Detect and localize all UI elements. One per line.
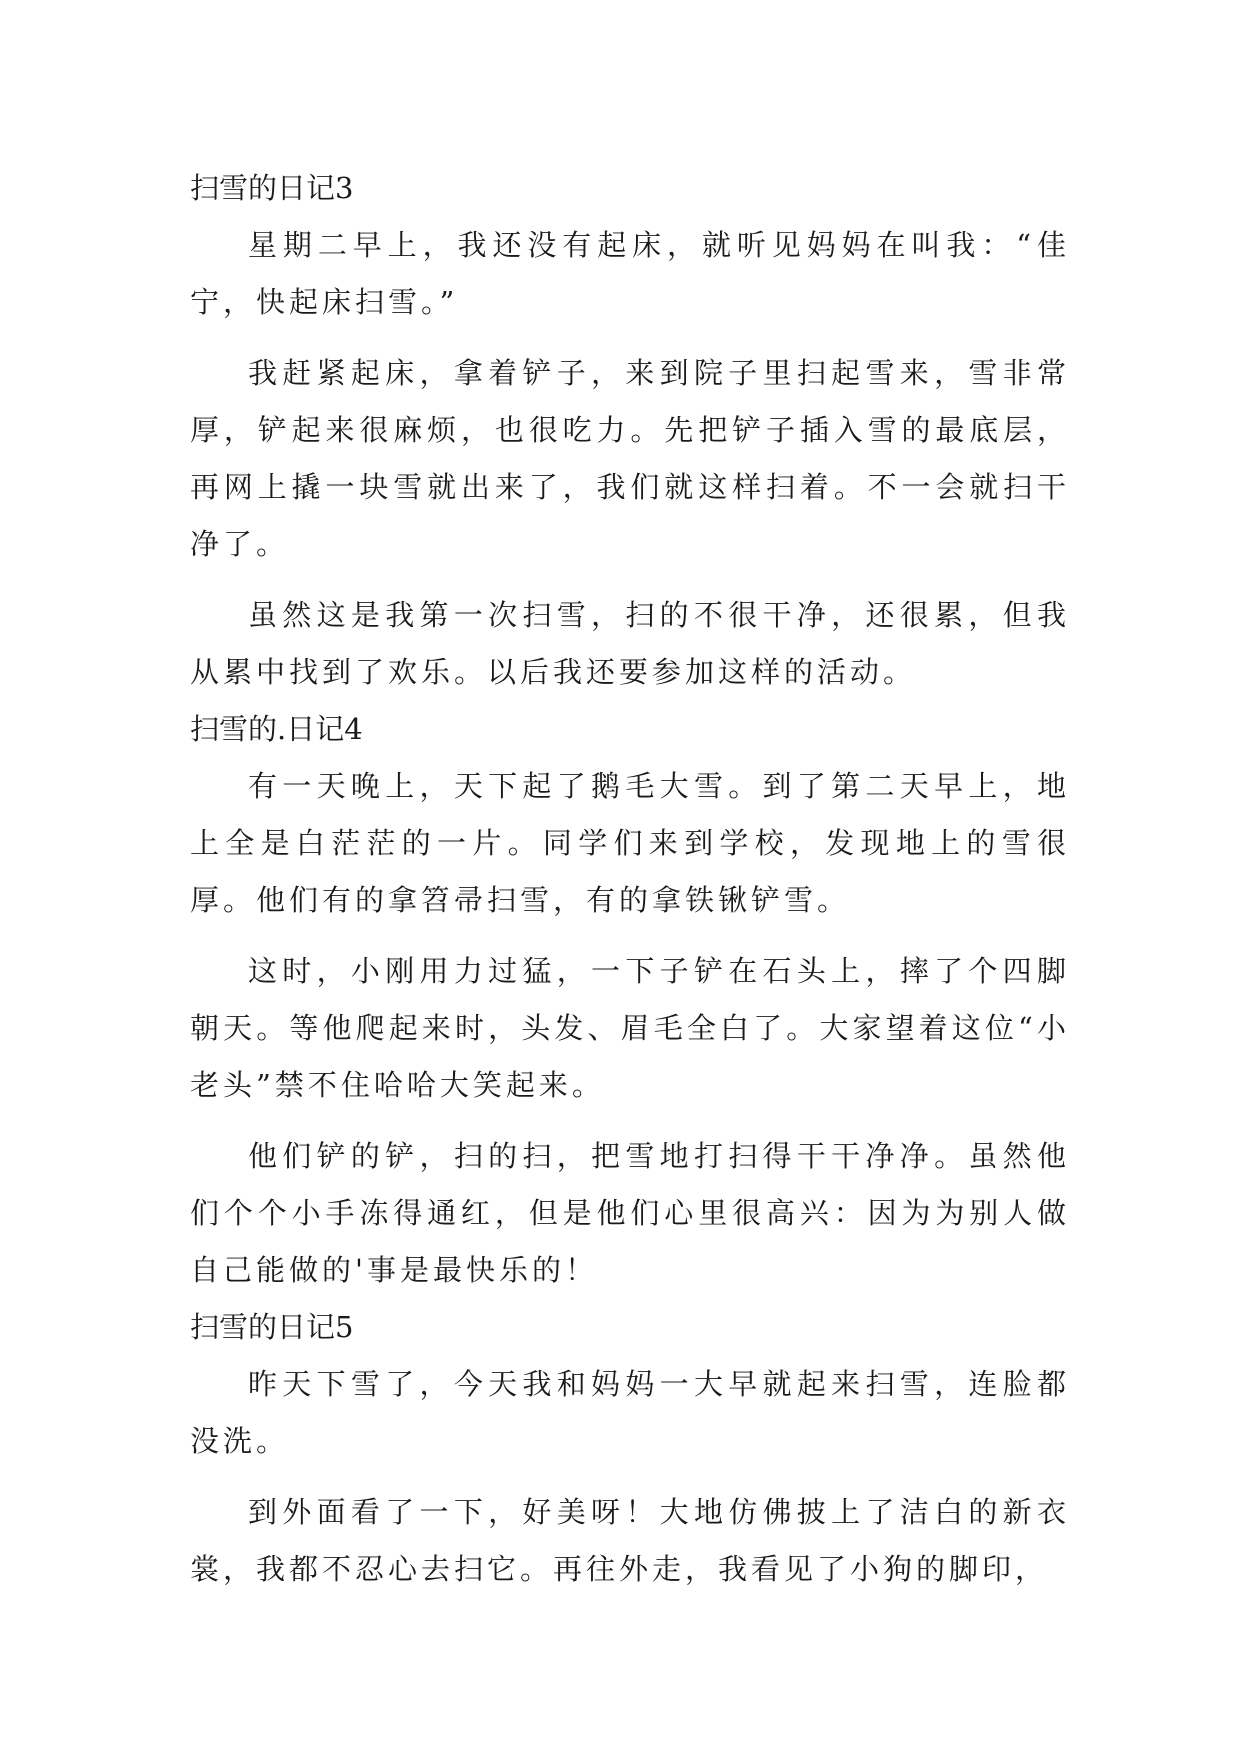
- paragraph: 我赶紧起床，拿着铲子，来到院子里扫起雪来，雪非常厚，铲起来很麻烦，也很吃力。先把铲子插入雪的最底层，再网上撬一块雪就出来了，我们就这样扫着。不一会就扫干净了。: [190, 356, 1070, 561]
- paragraph: 虽然这是我第一次扫雪，扫的不很干净，还很累，但我从累中找到了欢乐。以后我还要参加这样的活动。: [190, 598, 1070, 689]
- document-page: [190, 160, 1070, 1598]
- paragraph: 有一天晚上，天下起了鹅毛大雪。到了第二天早上，地上全是白茫茫的一片。同学们来到学校，发现地上的雪很厚。他们有的拿笤帚扫雪，有的拿铁锹铲雪。: [190, 769, 1070, 917]
- paragraph: 他们铲的铲，扫的扫，把雪地打扫得干干净净。虽然他们个个小手冻得通红，但是他们心里很高兴：因为为别人做自己能做的'事是最快乐的！: [190, 1139, 1070, 1287]
- diary-section-4: [190, 701, 1070, 1299]
- paragraph: 星期二早上，我还没有起床，就听见妈妈在叫我：“佳宁，快起床扫雪。”: [190, 228, 1070, 319]
- section-title: 扫雪的.日记4: [190, 712, 363, 746]
- paragraph: 昨天下雪了，今天我和妈妈一大早就起来扫雪，连脸都没洗。: [190, 1367, 1070, 1458]
- paragraph: 到外面看了一下，好美呀！大地仿佛披上了洁白的新衣裳，我都不忍心去扫它。再往外走，我看见了小狗的脚印，: [190, 1495, 1070, 1586]
- section-title: 扫雪的日记5: [190, 1310, 354, 1344]
- paragraph: 这时，小刚用力过猛，一下子铲在石头上，摔了个四脚朝天。等他爬起来时，头发、眉毛全白了。大家望着这位“小老头”禁不住哈哈大笑起来。: [190, 954, 1070, 1102]
- diary-section-3: [190, 160, 1070, 701]
- diary-section-5: [190, 1299, 1070, 1598]
- section-title: 扫雪的日记3: [190, 171, 354, 205]
